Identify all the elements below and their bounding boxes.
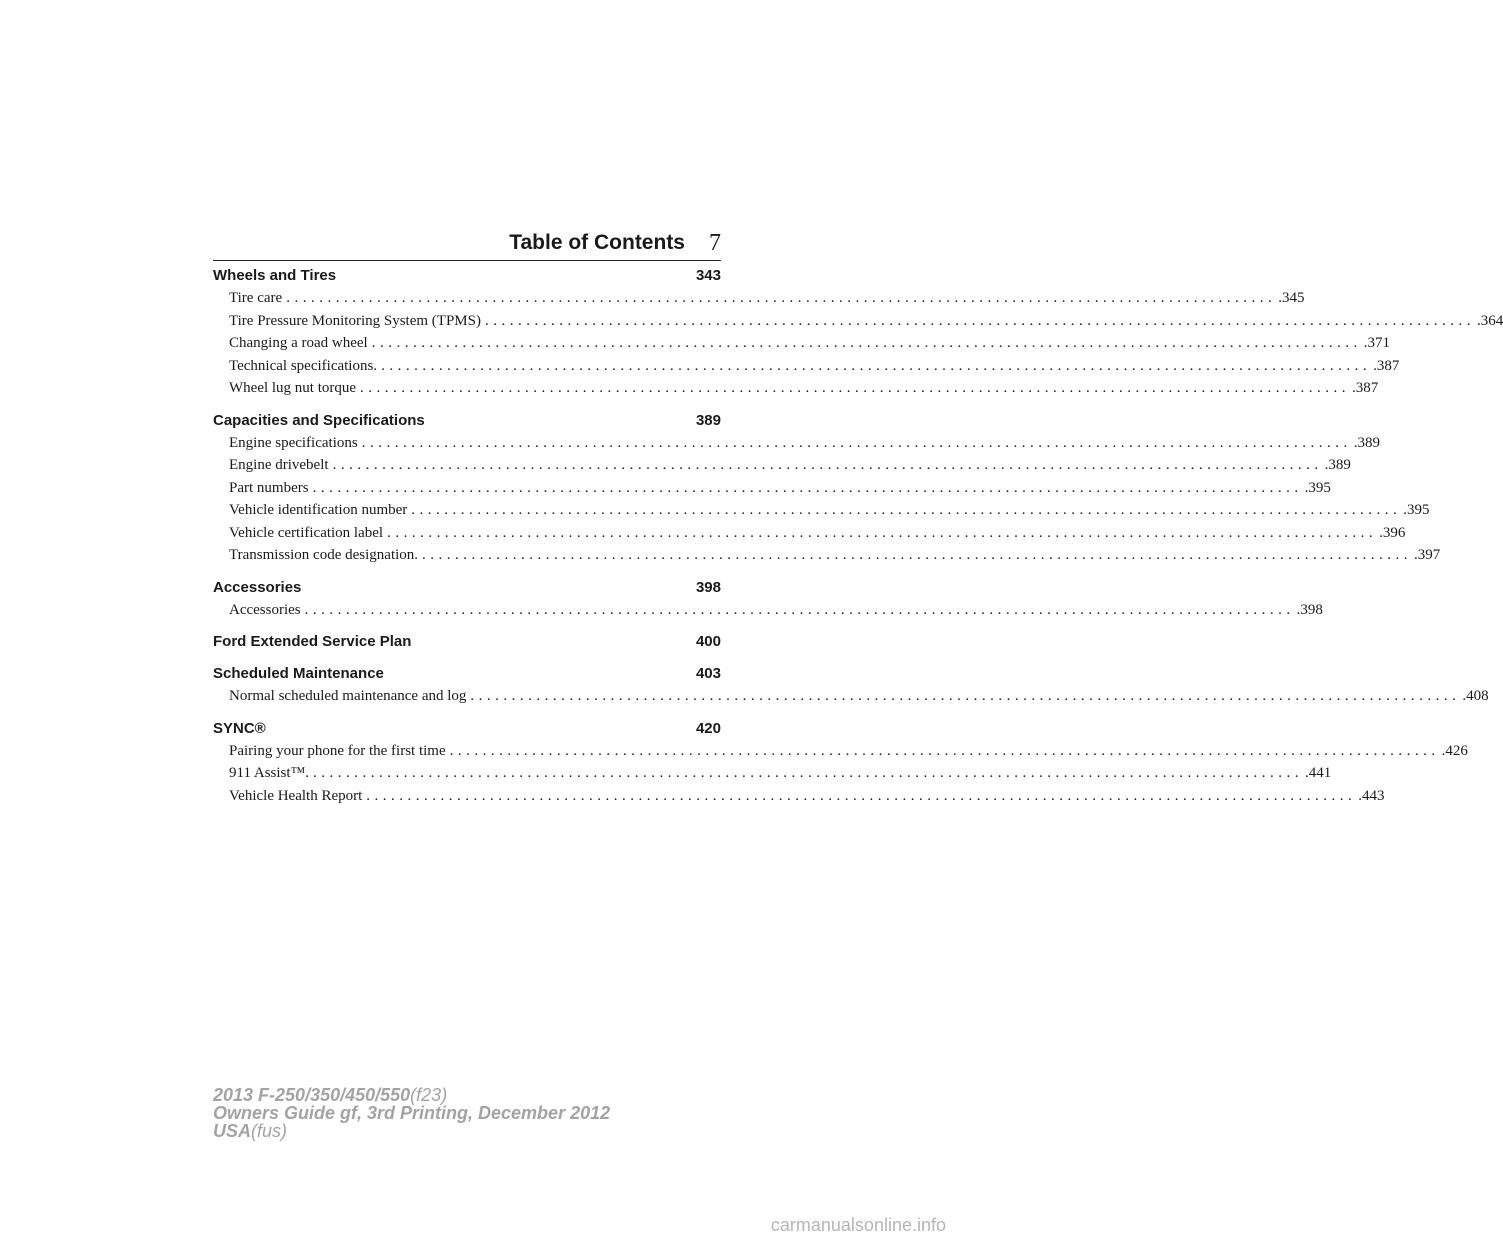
dot-leader: ........................................................................................................................: [470, 688, 1461, 704]
footer-line-1: 2013 F-250/350/450/550(f23): [213, 1085, 448, 1105]
entry-title: Accessories: [229, 601, 301, 618]
section-page: 403: [695, 665, 721, 682]
toc-section: [213, 410, 1441, 567]
dot-leader: ........................................................................................................................: [304, 601, 1295, 618]
entry-title: Part numbers: [229, 479, 309, 496]
toc-section: [213, 663, 1489, 708]
dot-leader: ........................................................................................................................: [484, 312, 1475, 329]
dot-leader: ........................................................................................................................: [312, 479, 1303, 496]
toc-entry[interactable]: [213, 522, 1406, 545]
entry-page: .396: [1379, 524, 1406, 541]
section-title: Ford Extended Service Plan: [213, 633, 412, 650]
dot-leader: ........................................................................................................................: [381, 357, 1372, 374]
toc-section: [213, 577, 1323, 622]
section-title: Scheduled Maintenance: [213, 665, 384, 682]
dot-leader: ........................................................................................................................: [422, 547, 1413, 563]
entry-title: Vehicle Health Report: [229, 787, 363, 804]
entry-page: .397: [1414, 547, 1441, 563]
section-title: SYNC®: [213, 719, 266, 737]
section-title: Capacities and Specifications: [213, 411, 425, 429]
section-page: 389: [695, 411, 721, 429]
entry-page: .387: [1373, 357, 1400, 374]
table-of-contents: [213, 265, 1503, 817]
page-title: Table of Contents: [509, 231, 685, 254]
entry-title: Engine specifications: [229, 434, 358, 451]
entry-title: Technical specifications.: [229, 357, 378, 374]
dot-leader: ........................................................................................................................: [313, 765, 1303, 781]
toc-section: [213, 718, 1468, 808]
entry-page: .364: [1476, 312, 1503, 329]
toc-entry[interactable]: [213, 377, 1379, 400]
toc-section-heading[interactable]: [213, 631, 721, 653]
entry-title: Engine drivebelt: [229, 457, 329, 473]
entry-page: .441: [1305, 765, 1332, 781]
toc-entry[interactable]: [213, 287, 1305, 310]
entry-page: .371: [1363, 335, 1390, 351]
entry-page: .387: [1352, 380, 1379, 396]
section-page: 398: [695, 578, 721, 596]
dot-leader: ........................................................................................................................: [371, 335, 1362, 351]
toc-section-heading[interactable]: [213, 577, 721, 599]
entry-title: Vehicle certification label: [229, 524, 384, 541]
footer: [213, 1086, 610, 1140]
toc-section-heading[interactable]: [213, 718, 721, 740]
toc-section-heading[interactable]: [213, 265, 721, 287]
section-page: 343: [695, 267, 721, 284]
toc-entry[interactable]: [213, 499, 1430, 522]
dot-leader: ........................................................................................................................: [449, 742, 1440, 759]
dot-leader: ........................................................................................................................: [411, 502, 1402, 518]
entry-page: .443: [1358, 787, 1385, 804]
footer-line-3: USA(fus): [213, 1121, 288, 1141]
page-number: 7: [709, 230, 721, 256]
entry-title: Wheel lug nut torque: [229, 380, 357, 396]
toc-section-heading[interactable]: [213, 663, 721, 685]
dot-leader: ........................................................................................................................: [387, 524, 1378, 541]
toc-entry[interactable]: [213, 685, 1489, 708]
toc-entry[interactable]: [213, 454, 1351, 477]
toc-entry[interactable]: [213, 355, 1400, 378]
toc-entry[interactable]: [213, 477, 1331, 500]
entry-title: Tire Pressure Monitoring System (TPMS): [229, 312, 481, 329]
entry-page: .389: [1324, 457, 1351, 473]
entry-title: Transmission code designation.: [229, 547, 419, 563]
toc-section: [213, 265, 1503, 400]
entry-title: Vehicle identification number: [229, 502, 408, 518]
entry-title: 911 Assist™.: [229, 765, 309, 781]
toc-entry[interactable]: [213, 310, 1503, 333]
entry-page: .426: [1441, 742, 1468, 759]
toc-entry[interactable]: [213, 432, 1380, 455]
page-header: [213, 228, 721, 261]
toc-entry[interactable]: [213, 762, 1332, 785]
toc-entry[interactable]: [213, 544, 1441, 567]
toc-section-heading[interactable]: [213, 410, 721, 432]
dot-leader: ........................................................................................................................: [361, 434, 1352, 451]
entry-title: Tire care: [229, 290, 283, 306]
entry-title: Normal scheduled maintenance and log: [229, 688, 467, 704]
section-page: 420: [695, 719, 721, 737]
section-title: Accessories: [213, 578, 302, 596]
toc-entry[interactable]: [213, 599, 1323, 622]
toc-entry[interactable]: [213, 740, 1468, 763]
dot-leader: ........................................................................................................................: [366, 787, 1357, 804]
entry-title: Changing a road wheel: [229, 335, 368, 351]
entry-page: .389: [1353, 434, 1380, 451]
footer-line-2: Owners Guide gf, 3rd Printing, December 2012: [213, 1103, 611, 1123]
toc-section: [213, 631, 721, 653]
entry-page: .395: [1304, 479, 1331, 496]
toc-entry[interactable]: [213, 332, 1390, 355]
entry-page: .345: [1278, 290, 1305, 306]
toc-entry[interactable]: [213, 785, 1385, 808]
section-page: 400: [695, 633, 721, 650]
entry-title: Pairing your phone for the first time: [229, 742, 446, 759]
dot-leader: ........................................................................................................................: [286, 290, 1277, 306]
entry-page: .398: [1296, 601, 1323, 618]
entry-page: .395: [1403, 502, 1430, 518]
watermark: carmanualsonline.info: [770, 1215, 946, 1235]
dot-leader: ........................................................................................................................: [360, 380, 1351, 396]
dot-leader: ........................................................................................................................: [332, 457, 1323, 473]
entry-page: .408: [1462, 688, 1489, 704]
section-title: Wheels and Tires: [213, 267, 337, 284]
